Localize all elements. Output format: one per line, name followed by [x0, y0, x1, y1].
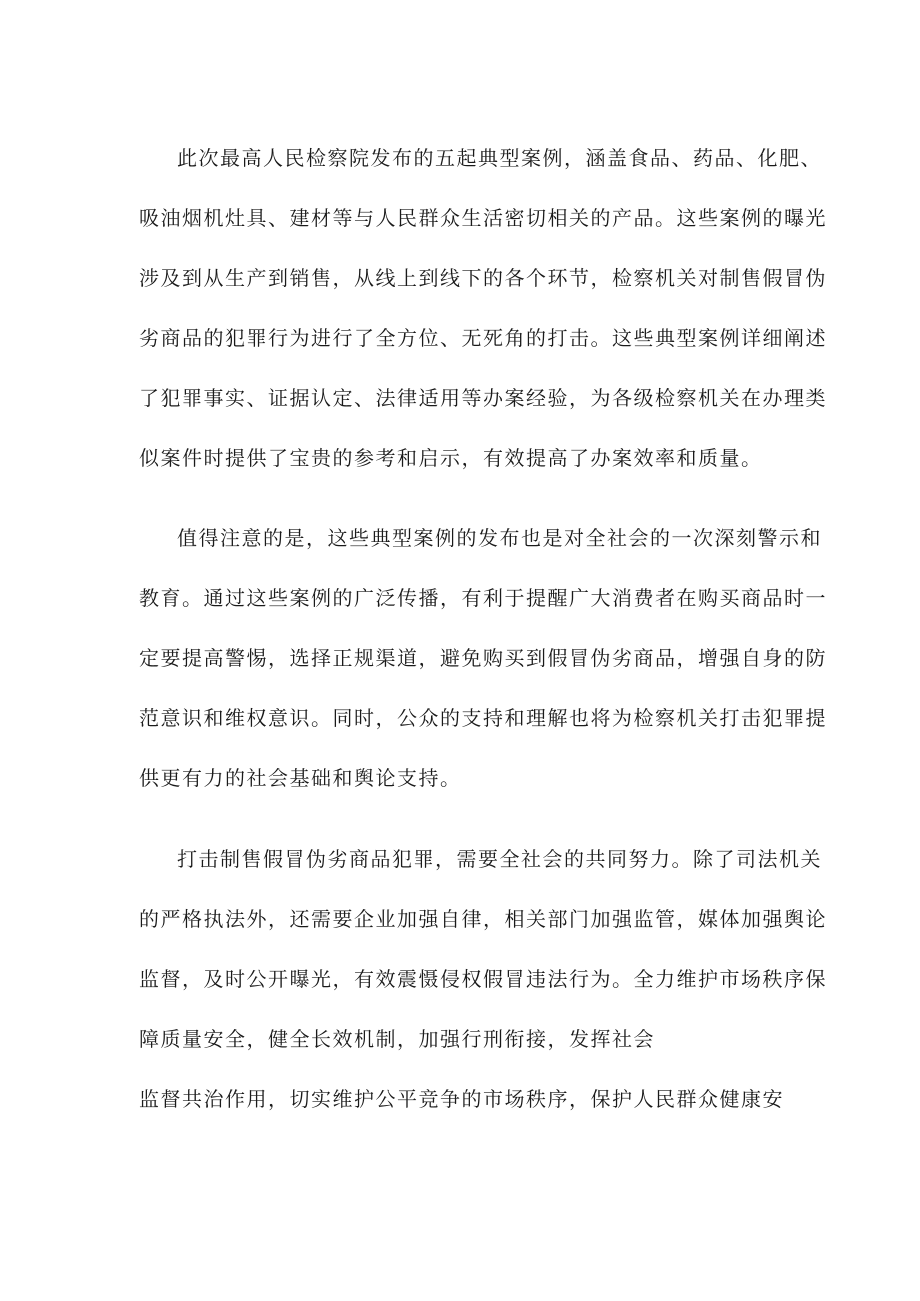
paragraph-2-line-3: 定要提高警惕，选择正规渠道，避免购买到假冒伪劣商品，增强自身的防	[139, 646, 827, 670]
paragraph-2-line-2: 教育。通过这些案例的广泛传播，有利于提醒广大消费者在购买商品时一	[139, 586, 827, 610]
paragraph-1-line-6: 似案件时提供了宝贵的参考和启示，有效提高了办案效率和质量。	[139, 446, 763, 470]
paragraph-2-line-5: 供更有力的社会基础和舆论支持。	[139, 766, 462, 790]
paragraph-3-line-3: 监督，及时公开曝光，有效震慑侵权假冒违法行为。全力维护市场秩序保	[139, 967, 827, 991]
paragraph-1-line-4: 劣商品的犯罪行为进行了全方位、无死角的打击。这些典型案例详细阐述	[139, 326, 827, 350]
paragraph-3-line-2: 的严格执法外，还需要企业加强自律，相关部门加强监管，媒体加强舆论	[139, 907, 827, 931]
paragraph-1-line-1: 此次最高人民检察院发布的五起典型案例，涵盖食品、药品、化肥、	[177, 146, 822, 170]
paragraph-2-line-1: 值得注意的是，这些典型案例的发布也是对全社会的一次深刻警示和	[177, 526, 822, 550]
paragraph-1-line-2: 吸油烟机灶具、建材等与人民群众生活密切相关的产品。这些案例的曝光	[139, 206, 827, 230]
paragraph-3-line-4: 障质量安全，健全长效机制，加强行刑衔接，发挥社会	[139, 1027, 655, 1051]
paragraph-2-line-4: 范意识和维权意识。同时，公众的支持和理解也将为检察机关打击犯罪提	[139, 706, 827, 730]
paragraph-3-line-5: 监督共治作用，切实维护公平竞争的市场秩序，保护人民群众健康安	[139, 1087, 784, 1111]
paragraph-1-line-5: 了犯罪事实、证据认定、法律适用等办案经验，为各级检察机关在办理类	[139, 386, 827, 410]
paragraph-3-line-1: 打击制售假冒伪劣商品犯罪，需要全社会的共同努力。除了司法机关	[177, 847, 822, 871]
paragraph-1-line-3: 涉及到从生产到销售，从线上到线下的各个环节，检察机关对制售假冒伪	[139, 266, 827, 290]
